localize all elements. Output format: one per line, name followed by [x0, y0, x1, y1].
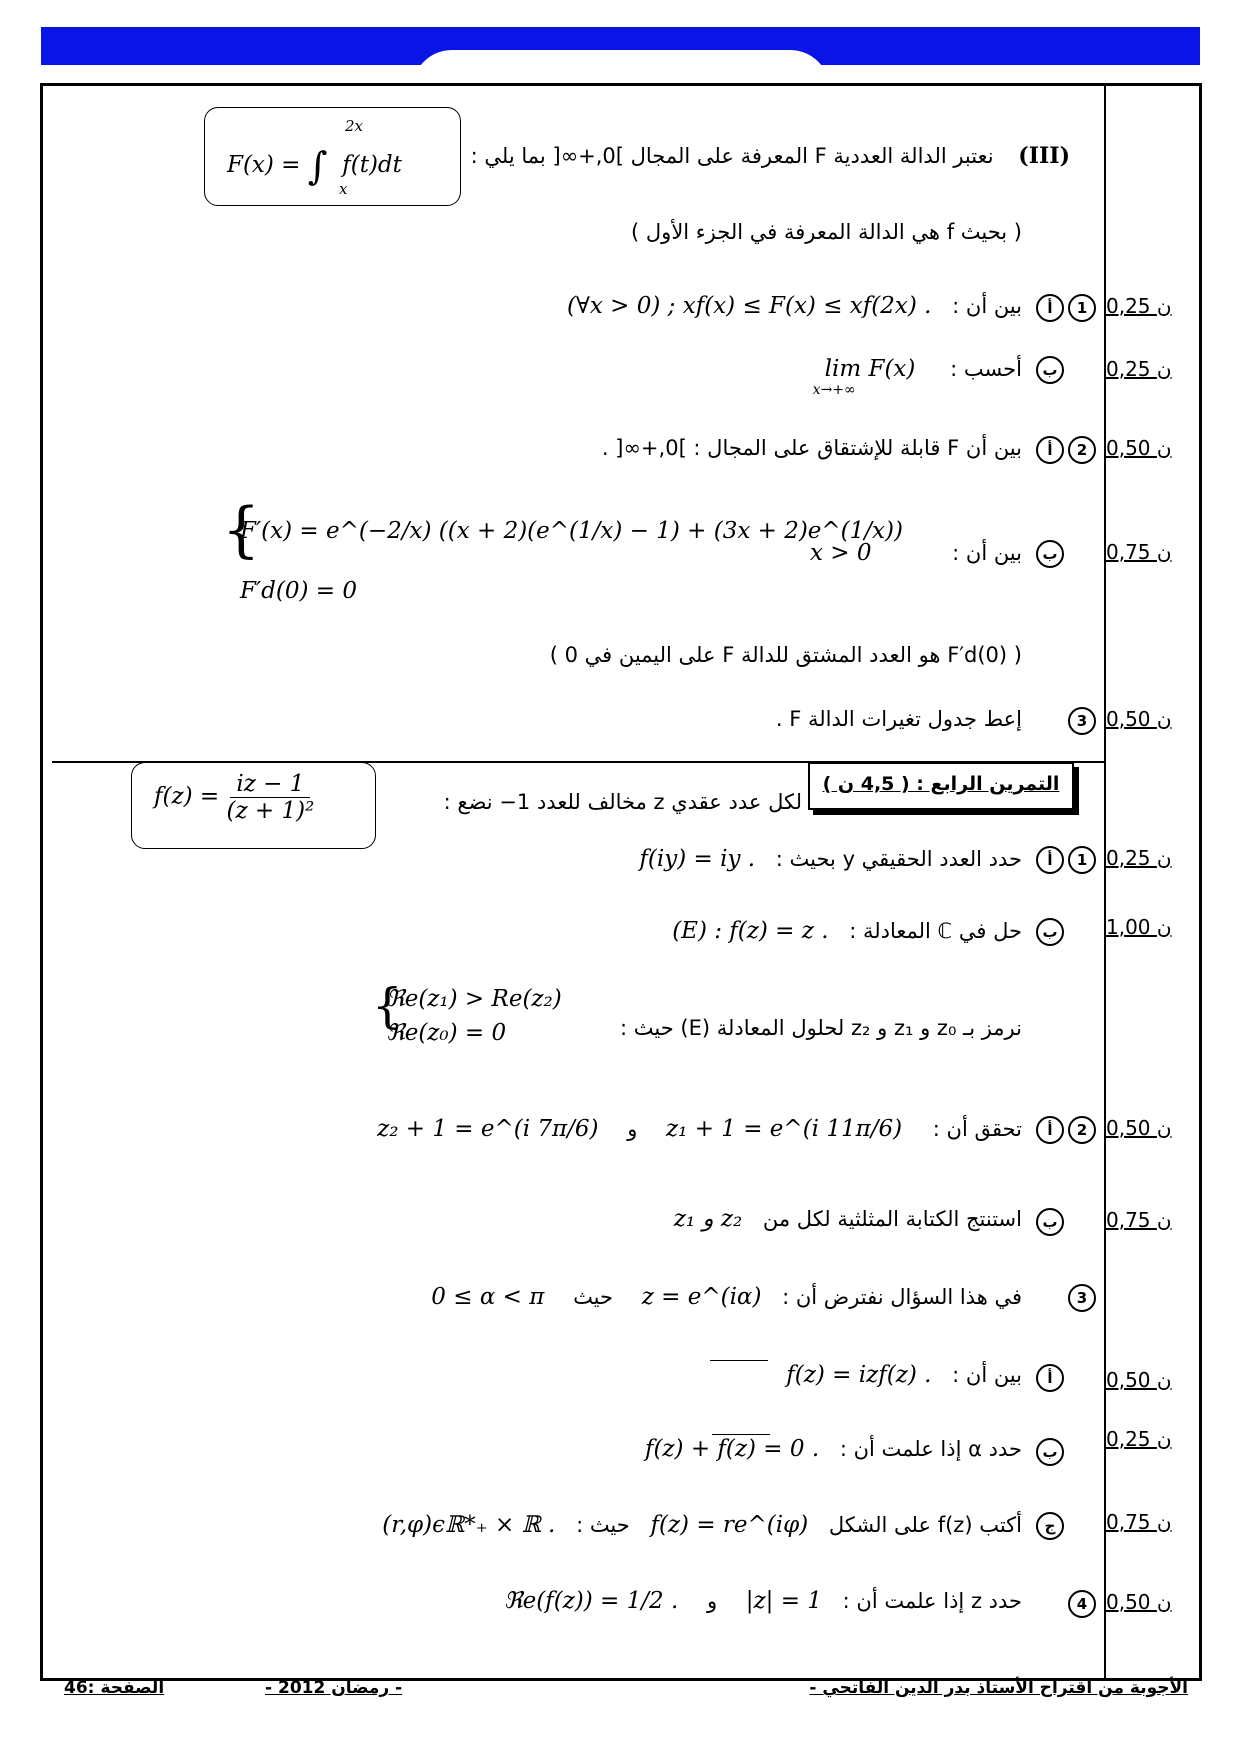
- points-2b: 0,75 ن: [1106, 540, 1172, 564]
- letter-a-icon: أ: [1036, 846, 1064, 874]
- letter-b-icon: ب: [1036, 1208, 1064, 1236]
- number-2-icon: 2: [1068, 1116, 1096, 1144]
- letter-c-icon: ج: [1036, 1512, 1064, 1540]
- number-2-icon: 2: [1068, 436, 1096, 464]
- derivative-line2: F′d(0) = 0: [240, 578, 358, 604]
- exercise4-title: التمرين الرابع : ( 4,5 ن ): [808, 762, 1074, 810]
- points-3: 0,50 ن: [1106, 707, 1172, 731]
- points-q3c: 0,75 ن: [1106, 1510, 1172, 1534]
- points-q2b: 0,75 ن: [1106, 1208, 1172, 1232]
- number-4-icon: 4: [1068, 1590, 1096, 1618]
- letter-a-icon: أ: [1036, 1116, 1064, 1144]
- q3: في هذا السؤال نفترض أن : z = e^(iα) حيث 0 ≤ α < π: [431, 1284, 1022, 1310]
- letter-a-icon: أ: [1036, 436, 1064, 464]
- part3-note: ( بحيث f هي الدالة المعرفة في الجزء الأول ): [631, 220, 1022, 244]
- naming-text: نرمز بـ z₀ و z₁ و z₂ لحلول المعادلة (E) حيث :: [620, 1016, 1022, 1040]
- page-frame: [40, 83, 1202, 1681]
- letter-a-icon: أ: [1036, 1364, 1064, 1392]
- q3b: حدد α إذا علمت أن : f(z) + f(z) = 0 .: [644, 1436, 1022, 1462]
- points-2a: 0,50 ن: [1106, 436, 1172, 460]
- number-1-icon: 1: [1068, 294, 1096, 322]
- letter-b-icon: ب: [1036, 540, 1064, 568]
- points-q3a: 0,50 ن: [1106, 1368, 1172, 1392]
- letter-b-icon: ب: [1036, 918, 1064, 946]
- points-q4: 0,50 ن: [1106, 1590, 1172, 1614]
- points-q1b: 1,00 ن: [1106, 915, 1172, 939]
- points-1a: 0,25 ن: [1106, 294, 1172, 318]
- definition-box-F: F(x) = ∫ 2x x f(t)dt: [204, 107, 461, 206]
- cond2: ℜe(z₀) = 0: [386, 1020, 507, 1046]
- letter-b-icon: ب: [1036, 356, 1064, 384]
- q1b: حل في ℂ المعادلة : (E) : f(z) = z .: [672, 918, 1022, 944]
- part-label: (III): [1018, 143, 1070, 169]
- derivative-line1: F′(x) = e^(−2/x) ((x + 2)(e^(1/x) − 1) + (3x + 2)e^(1/x)): [240, 518, 903, 544]
- points-q3b: 0,25 ن: [1106, 1427, 1172, 1451]
- footer-author: الأجوبة من اقتراح الأستاذ بدر الدين الفاتحي -: [809, 1678, 1188, 1698]
- footer-date: - رمضان 2012 -: [265, 1678, 403, 1698]
- points-1b: 0,25 ن: [1106, 357, 1172, 381]
- footer-page: الصفحة :46: [64, 1678, 165, 1698]
- part3-intro-row: [471, 143, 1070, 169]
- part3-intro: نعتبر الدالة العددية F المعرفة على المجال ]0,+∞[ بما يلي :: [470, 144, 994, 168]
- points-q1a: 0,25 ن: [1106, 846, 1172, 870]
- number-3-icon: 3: [1068, 1284, 1096, 1312]
- q1a: حدد العدد الحقيقي y بحيث : f(iy) = iy .: [639, 846, 1022, 872]
- item-1a: بين أن : (∀x > 0) ; xf(x) ≤ F(x) ≤ xf(2x) .: [567, 293, 1022, 319]
- letter-a-icon: أ: [1036, 294, 1064, 322]
- item-1b: أحسب : lim F(x) x→+∞: [812, 356, 1022, 398]
- item-3: إعط جدول تغيرات الدالة F .: [775, 707, 1022, 731]
- q4: حدد z إذا علمت أن : |z| = 1 و ℜe(f(z)) = 1/2 .: [503, 1588, 1022, 1614]
- brace: {: [372, 978, 403, 1034]
- q3a: بين أن : f(z) = izf(z) .: [786, 1362, 1022, 1388]
- q2a: تحقق أن : z₁ + 1 = e^(i 11π/6) و z₂ + 1 = e^(i 7π/6): [377, 1116, 1022, 1142]
- q2b: استنتج الكتابة المثلثية لكل من z₁ و z₂: [673, 1206, 1022, 1232]
- number-1-icon: 1: [1068, 846, 1096, 874]
- exercise4-intro: لكل عدد عقدي z مخالف للعدد 1− نضع :: [443, 790, 802, 814]
- item-2b-note: ( F′d(0) هو العدد المشتق للدالة F على اليمين في 0 ): [549, 643, 1022, 667]
- points-q2a: 0,50 ن: [1106, 1116, 1172, 1140]
- cond1: ℜe(z₁) > Re(z₂): [386, 986, 562, 1012]
- definition-box-f: f(z) = $\frac{iz - 1}{\text{(z + 1)²}}$: [131, 762, 376, 849]
- number-3-icon: 3: [1068, 707, 1096, 735]
- brace: {: [222, 495, 261, 565]
- q3c: أكتب f(z) على الشكل f(z) = re^(iφ) حيث : (r,φ)ϵℝ*₊ × ℝ .: [382, 1512, 1022, 1538]
- item-2a: بين أن F قابلة للإشتقاق على المجال : ]0,+∞[ .: [601, 436, 1022, 460]
- item-2b: بين أن : x > 0: [809, 540, 1022, 566]
- letter-b-icon: ب: [1036, 1438, 1064, 1466]
